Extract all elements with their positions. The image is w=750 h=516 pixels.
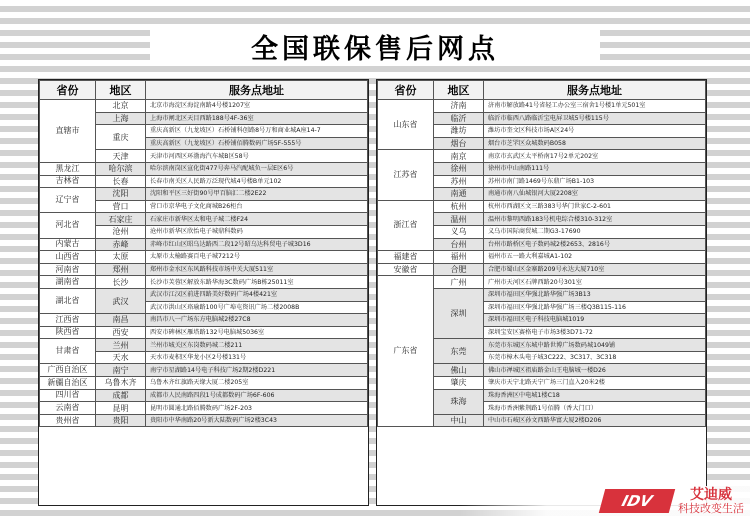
region-cell: 广州 [434,276,484,289]
region-cell: 营口 [96,200,146,213]
table-row [378,263,706,276]
table-row [40,402,368,415]
region-cell: 上海 [96,112,146,125]
table-row [378,276,706,289]
address-cell: 南通市南八仙城银河大厦2208室 [484,188,706,201]
address-cell: 天水市麦积区华龙小区2号楼131号 [146,351,368,364]
table-row [40,339,368,352]
brand-watermark [460,486,750,516]
table-row [40,175,368,188]
header-address: 服务点地址 [146,81,368,100]
address-cell: 临沂市临西八路临沂宝电屏卫城5号楼115号 [484,112,706,125]
province-cell: 黑龙江 [40,162,96,175]
right-table-panel [376,79,707,506]
header-region: 地区 [434,81,484,100]
left-table-body [40,100,368,427]
region-cell: 哈尔滨 [96,162,146,175]
table-row [378,251,706,264]
table-row [378,150,706,163]
address-cell: 深圳宝安区赛格电子市场3楼3D71-72 [484,326,706,339]
province-cell: 河北省 [40,213,96,238]
address-cell: 成都市人民南路四段1号成都数码广场6F-606 [146,389,368,402]
table-row [40,314,368,327]
table-header-row [378,81,706,100]
region-cell: 重庆 [96,125,146,150]
region-cell: 佛山 [434,364,484,377]
table-row [40,326,368,339]
address-cell: 深圳市福田区华强北路华强广场3B13 [484,288,706,301]
address-cell: 东莞市东城区东城中路世博广场数码城1049铺 [484,339,706,352]
region-cell: 赤峰 [96,238,146,251]
brand-slogan: 科技改变生活 [678,501,744,515]
table-row [40,162,368,175]
address-cell: 珠海市香洲紫荆路1号佰腾（香大门口） [484,402,706,415]
region-cell: 济南 [434,100,484,113]
address-cell: 肇庆市天宁北路天宁广场三门直入20米2楼 [484,377,706,390]
table-row [378,100,706,113]
address-cell: 贵阳市中华南路20号新大陆数码广场2楼3C43 [146,414,368,427]
page-title: 全国联保售后网点 [251,33,499,65]
province-cell: 湖南省 [40,276,96,289]
address-cell: 深圳市福田区华强北路华强广场三楼Q3B115-116 [484,301,706,314]
address-cell: 义乌市国际商贸城二期G3-17690 [484,225,706,238]
address-cell: 石家庄市新华区太和电子城二楼F24 [146,213,368,226]
province-cell: 内蒙古 [40,238,96,251]
table-row [40,188,368,201]
table-row [40,238,368,251]
region-cell: 西安 [96,326,146,339]
table-row [40,213,368,226]
region-cell: 武汉 [96,288,146,313]
province-cell: 四川省 [40,389,96,402]
address-cell: 武汉市洪山区珞瑜路100号广埠屯资讯广场二楼2008B [146,301,368,314]
address-cell: 上海市闸北区天目西路188号4F-36室 [146,112,368,125]
address-cell: 台州市路桥区电子数码城2楼2653、2816号 [484,238,706,251]
header-region: 地区 [96,81,146,100]
region-cell: 合肥 [434,263,484,276]
region-cell: 成都 [96,389,146,402]
region-cell: 昆明 [96,402,146,415]
address-cell: 徐州市中山南路111号 [484,162,706,175]
service-table-right [377,80,706,427]
address-cell: 潍坊市奎文区科技市场A区24号 [484,125,706,138]
address-cell: 长沙市芙蓉区解放东路华海3C数码广场B栋25011室 [146,276,368,289]
region-cell: 长春 [96,175,146,188]
address-cell: 珠海香洲区中电城1楼C18 [484,389,706,402]
region-cell: 烟台 [434,137,484,150]
region-cell: 东莞 [434,339,484,364]
brand-logo: IDV [599,489,675,513]
province-cell: 吉林省 [40,175,96,188]
address-cell: 乌鲁木齐红旗路天缘大厦二楼205室 [146,377,368,390]
table-row [40,389,368,402]
region-cell: 苏州 [434,175,484,188]
region-cell: 天水 [96,351,146,364]
province-cell: 江苏省 [378,150,434,200]
region-cell: 杭州 [434,200,484,213]
region-cell: 福州 [434,251,484,264]
region-cell: 义乌 [434,225,484,238]
province-cell: 河南省 [40,263,96,276]
region-cell: 石家庄 [96,213,146,226]
region-cell: 乌鲁木齐 [96,377,146,390]
province-cell: 辽宁省 [40,188,96,213]
region-cell: 中山 [434,414,484,427]
address-cell: 南昌市八一广场东方电脑城2楼27C8 [146,314,368,327]
table-row [40,414,368,427]
region-cell: 天津 [96,150,146,163]
right-table-body [378,100,706,427]
region-cell: 沈阳 [96,188,146,201]
header-address: 服务点地址 [484,81,706,100]
province-cell: 山西省 [40,251,96,264]
address-cell: 温州市黎明西路183号机电综合楼310-312室 [484,213,706,226]
address-cell: 南宁市星湖路14号电子科技广场2期2楼D221 [146,364,368,377]
table-row [40,263,368,276]
region-cell: 沧州 [96,225,146,238]
table-row [40,364,368,377]
address-cell: 太原市太榆路赛百电子城7212号 [146,251,368,264]
address-cell: 烟台市芝罘区众城数码B058 [484,137,706,150]
address-cell: 苏州市南门路1469号东鼎广场B1-103 [484,175,706,188]
title-banner [150,26,600,66]
brand-name: 艾迪威 [690,486,732,503]
province-cell: 福建省 [378,251,434,264]
table-row [40,251,368,264]
region-cell: 贵阳 [96,414,146,427]
region-cell: 北京 [96,100,146,113]
table-row [378,200,706,213]
province-cell: 贵州省 [40,414,96,427]
province-cell: 云南省 [40,402,96,415]
table-row [40,377,368,390]
address-cell: 福州市五一路大利嘉城A1-102 [484,251,706,264]
region-cell: 南宁 [96,364,146,377]
brand-text [678,488,744,515]
province-cell: 山东省 [378,100,434,150]
province-cell: 甘肃省 [40,339,96,364]
province-cell: 浙江省 [378,200,434,250]
region-cell: 兰州 [96,339,146,352]
region-cell: 徐州 [434,162,484,175]
region-cell: 深圳 [434,288,484,338]
region-cell: 太原 [96,251,146,264]
region-cell: 台州 [434,238,484,251]
table-row [40,288,368,301]
address-cell: 北京市海淀区海淀南路4号楼1207室 [146,100,368,113]
table-row [40,276,368,289]
address-cell: 佛山市禅城区祖庙路金山王电脑城一楼D26 [484,364,706,377]
address-cell: 长春市南关区人民路万泛现代城4号楼B单元102 [146,175,368,188]
table-row [40,100,368,113]
region-cell: 长沙 [96,276,146,289]
region-cell: 南昌 [96,314,146,327]
address-cell: 哈尔滨南岗区宣化街477号奔马汽配城负一层E区6号 [146,162,368,175]
region-cell: 温州 [434,213,484,226]
address-cell: 营口市京华电子文化商城B26柜台 [146,200,368,213]
address-cell: 沧州市新华区欣怡电子城鼎科数码 [146,225,368,238]
address-cell: 赤峰市红山区昭乌达路西二段12号昭乌达科贸电子城3D16 [146,238,368,251]
address-cell: 杭州市西湖区文三路383号华门世家C-2-601 [484,200,706,213]
address-cell: 天津市河西区环渤海汽车城B区58号 [146,150,368,163]
province-cell: 湖北省 [40,288,96,313]
address-cell: 沈阳和平区三好街90号甲百脑汇二楼2E22 [146,188,368,201]
address-cell: 重庆高新区（九龙坡区）石桥铺科创路8号万和商业城A座14-7 [146,125,368,138]
address-cell: 昆明市圆通北路佰腾数码广场2F-203 [146,402,368,415]
address-cell: 西安市碑林区雁塔路132号电脑城5036室 [146,326,368,339]
region-cell: 珠海 [434,389,484,414]
header-province: 省份 [40,81,96,100]
province-cell: 新疆自治区 [40,377,96,390]
province-cell: 安徽省 [378,263,434,276]
province-cell: 江西省 [40,314,96,327]
address-cell: 南京市玄武区太平桥南17号2单元202室 [484,150,706,163]
table-header-row [40,81,368,100]
region-cell: 肇庆 [434,377,484,390]
address-cell: 武汉市江汉区前进四路美好数码广场4楼421室 [146,288,368,301]
province-cell: 广东省 [378,276,434,427]
region-cell: 郑州 [96,263,146,276]
address-cell: 兰州市城关区东岗数码城二楼211 [146,339,368,352]
province-cell: 直辖市 [40,100,96,163]
address-cell: 重庆高新区（九龙坡区）石桥铺佰腾数码广场5F-555号 [146,137,368,150]
region-cell: 南通 [434,188,484,201]
service-table-left [39,80,368,427]
address-cell: 中山市石岐区孙文西路华富大厦2楼D206 [484,414,706,427]
region-cell: 南京 [434,150,484,163]
province-cell: 广西自治区 [40,364,96,377]
region-cell: 潍坊 [434,125,484,138]
header-province: 省份 [378,81,434,100]
province-cell: 陕西省 [40,326,96,339]
address-cell: 深圳市福田区电子科技电脑城1019 [484,314,706,327]
address-cell: 广州市天河区石牌西路20号301室 [484,276,706,289]
address-cell: 郑州市金水区东风路科技市场中关大厦511室 [146,263,368,276]
region-cell: 临沂 [434,112,484,125]
address-cell: 济南市解放路41号省轻工办公室三宿舍1号楼1单元501室 [484,100,706,113]
address-cell: 东莞市樟木头电子城3C222、3C317、3C318 [484,351,706,364]
left-table-panel [38,79,369,506]
address-cell: 合肥市蜀山区金寨路209号永达大厦710室 [484,263,706,276]
